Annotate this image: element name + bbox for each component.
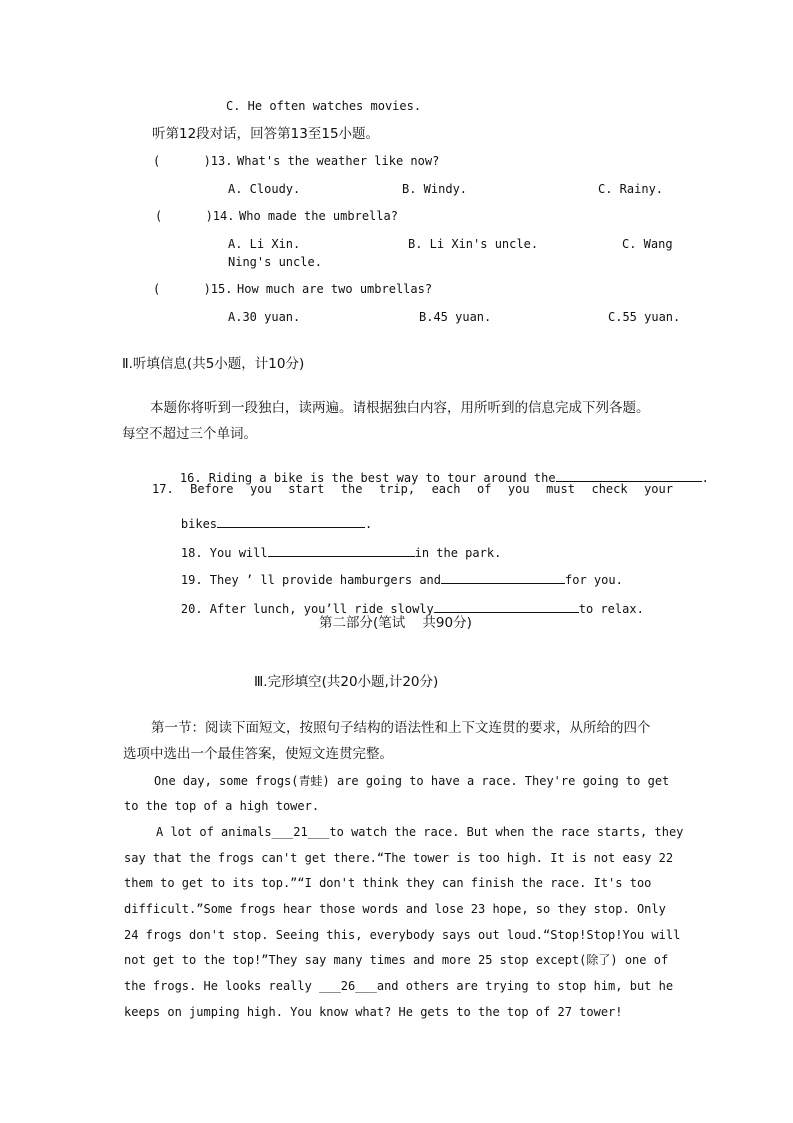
q14-option-c[interactable]: C. Wang xyxy=(622,237,673,251)
section-12-intro: 听第12段对话，回答第13至15小题。 xyxy=(152,126,380,142)
part3-heading: Ⅲ.完形填空(共20小题,计20分) xyxy=(254,674,439,690)
q17-word: Before xyxy=(190,482,234,496)
q15-option-a[interactable]: A.30 yuan. xyxy=(228,310,301,324)
q17-word: must xyxy=(546,482,575,496)
passage-line: A lot of animals___21___to watch the race. But when the race starts, they xyxy=(156,825,684,839)
part3-instructions-line1: 第一节：阅读下面短文，按照句子结构的语法性和上下文连贯的要求，从所给的四个 xyxy=(151,720,651,736)
part2-heading: Ⅱ.听填信息(共5小题，计10分) xyxy=(122,356,305,372)
q15-option-b[interactable]: B.45 yuan. xyxy=(419,310,492,324)
q19-suffix: for you. xyxy=(565,573,623,587)
passage-line: One day, some frogs(青蛙) are going to have a race. They're going to get xyxy=(154,774,670,788)
passage-line: difficult.”Some frogs hear those words and lose 23 hope, so they stop. Only xyxy=(124,902,666,916)
part2-instructions-line1: 本题你将听到一段独白，读两遍。请根据独白内容，用所听到的信息完成下列各题。 xyxy=(150,400,650,416)
passage-line: keeps on jumping high. You know what? He gets to the top of 27 tower! xyxy=(124,1005,623,1019)
part2-instructions-line2: 每空不超过三个单词。 xyxy=(122,426,257,442)
q13-paren[interactable]: ( )13. xyxy=(153,154,233,168)
q17-word: trip, xyxy=(378,482,416,496)
q17-word: 17. xyxy=(152,482,174,496)
q14-option-b[interactable]: B. Li Xin's uncle. xyxy=(408,237,539,251)
passage-line: the frogs. He looks really ___26___and others are trying to stop him, but he xyxy=(124,979,674,993)
q16-suffix: . xyxy=(701,471,709,485)
q18-prefix: 18. You will xyxy=(180,546,268,560)
q13-option-a[interactable]: A. Cloudy. xyxy=(228,182,301,196)
q14-option-c-cont: Ning's uncle. xyxy=(228,255,322,269)
passage-line: not get to the top!”They say many times and more 25 stop except(除了) one of xyxy=(124,953,669,967)
q17-bikes: bikes xyxy=(180,517,218,531)
q13-text: What's the weather like now? xyxy=(237,154,440,168)
passage-line: them to get to its top.”“I don't think they can finish the race. It's too xyxy=(124,876,652,890)
q17-line1 xyxy=(152,481,673,497)
q17-word: of xyxy=(476,482,492,496)
q13-option-b[interactable]: B. Windy. xyxy=(402,182,468,196)
q17-word: start xyxy=(288,482,325,496)
q17-word: you xyxy=(507,482,530,496)
q17-blank[interactable] xyxy=(217,515,365,528)
q20-prefix: 20. After lunch, you’ll ride slowly xyxy=(180,602,434,616)
q17-suffix: . xyxy=(365,517,373,531)
q19-prefix: 19. They ’ ll provide hamburgers and xyxy=(180,573,441,587)
q17-word: each xyxy=(431,482,461,496)
q20-blank[interactable] xyxy=(434,600,579,613)
passage-line: to the top of a high tower. xyxy=(124,799,320,813)
q14-text: Who made the umbrella? xyxy=(239,209,398,223)
q19-blank[interactable] xyxy=(441,571,565,584)
q14-paren[interactable]: ( )14. xyxy=(155,209,235,223)
q16-prefix: 16. Riding a bike is the best way to tour around the xyxy=(179,471,556,485)
q12-option-c: C. He often watches movies. xyxy=(226,99,422,113)
q17-word: the xyxy=(340,482,363,496)
q17-word: check xyxy=(591,482,628,496)
q20-suffix: to relax. xyxy=(578,602,644,616)
q13-option-c[interactable]: C. Rainy. xyxy=(598,182,664,196)
q17-word: your xyxy=(644,482,673,496)
q18-suffix: in the park. xyxy=(414,546,502,560)
q17-word: you xyxy=(250,482,272,496)
q15-paren[interactable]: ( )15. xyxy=(153,282,233,296)
passage-line: 24 frogs don't stop. Seeing this, everybody says out loud.“Stop!Stop!You will xyxy=(124,928,681,942)
q14-option-a[interactable]: A. Li Xin. xyxy=(228,237,301,251)
written-part-heading: 第二部分(笔试 共90分) xyxy=(319,615,472,631)
q15-text: How much are two umbrellas? xyxy=(237,282,433,296)
passage-line: say that the frogs can't get there.“The tower is too high. It is not easy 22 xyxy=(124,851,674,865)
part3-instructions-line2: 选项中选出一个最佳答案，使短文连贯完整。 xyxy=(123,746,393,762)
q15-option-c[interactable]: C.55 yuan. xyxy=(608,310,681,324)
